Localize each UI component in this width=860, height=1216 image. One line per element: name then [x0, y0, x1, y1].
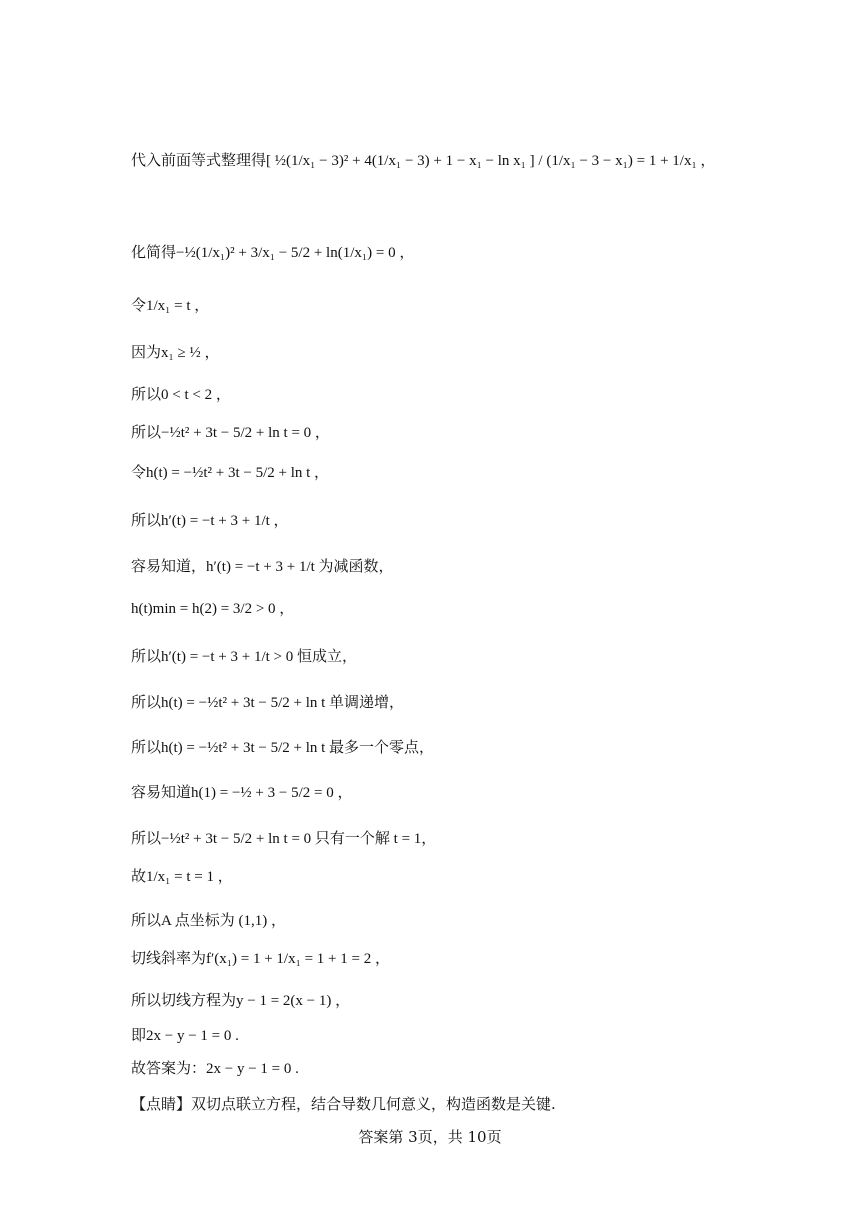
line-text: 令	[131, 463, 147, 481]
line-text: 即	[131, 1026, 147, 1044]
line-math: 2x − y − 1 = 0 .	[206, 1061, 299, 1077]
line-math: h(1) = −½ + 3 − 5/2 = 0 ，	[191, 785, 353, 801]
line-math: h(t) = −½t² + 3t − 5/2 + ln t ，	[146, 465, 330, 481]
line-math: h′(t) = −t + 3 + 1/t > 0 恒成立，	[161, 649, 358, 665]
line-math: h′(t) = −t + 3 + 1/t 为减函数，	[206, 559, 394, 575]
solution-line	[131, 598, 294, 619]
solution-line	[131, 242, 414, 263]
line-text: 所以	[131, 385, 162, 403]
solution-line	[131, 910, 286, 931]
line-math: 1/x₁ = t = 1 ，	[146, 869, 233, 885]
line-text: 容易知道	[131, 783, 192, 801]
line-math: 0 < t < 2 ，	[161, 387, 231, 403]
line-text: 令	[131, 296, 147, 314]
line-text: 切线斜率为	[131, 949, 207, 967]
line-text: 所以	[131, 738, 162, 756]
page-footer: 答案第 3页，共 10页	[358, 1128, 502, 1146]
line-math: h(t) = −½t² + 3t − 5/2 + ln t 单调递增，	[161, 695, 405, 711]
line-text: 所以切线方程为	[131, 991, 237, 1009]
line-math: h(t)min = h(2) = 3/2 > 0 ，	[131, 601, 295, 617]
line-math: f′(x₁) = 1 + 1/x₁ = 1 + 1 = 2 ，	[206, 951, 390, 967]
line-math: 1/x₁ = t ，	[146, 298, 210, 314]
solution-line	[131, 462, 329, 483]
line-math: y − 1 = 2(x − 1) ，	[236, 993, 351, 1009]
line-text: 【点睛】双切点联立方程，结合导数几何意义，构造函数是关键.	[131, 1095, 556, 1113]
line-text: 所以	[131, 829, 162, 847]
line-math: 2x − y − 1 = 0 .	[146, 1028, 239, 1044]
line-math: −½t² + 3t − 5/2 + ln t = 0 只有一个解 t = 1，	[161, 831, 437, 847]
solution-line	[131, 828, 436, 849]
solution-line	[131, 948, 390, 969]
solution-line	[131, 646, 357, 667]
line-text: 代入前面等式整理得	[131, 151, 267, 169]
solution-line	[131, 1025, 239, 1046]
line-text: 所以	[131, 511, 162, 529]
line-text: 容易知道，	[131, 557, 207, 575]
solution-line	[131, 295, 209, 316]
solution-line	[131, 556, 394, 577]
solution-line	[131, 866, 233, 887]
solution-line	[131, 692, 404, 713]
solution-line	[131, 1058, 299, 1079]
line-text: 故	[131, 867, 147, 885]
solution-line	[131, 150, 715, 171]
line-text: 所以	[131, 911, 162, 929]
line-text: 所以	[131, 423, 162, 441]
line-text: 因为	[131, 343, 162, 361]
line-math: h(t) = −½t² + 3t − 5/2 + ln t 最多一个零点，	[161, 740, 435, 756]
line-math: −½(1/x₁)² + 3/x₁ − 5/2 + ln(1/x₁) = 0 ，	[176, 245, 415, 261]
line-text: 所以	[131, 647, 162, 665]
line-math: h′(t) = −t + 3 + 1/t ，	[161, 513, 289, 529]
solution-line	[131, 990, 350, 1011]
solution-line	[131, 737, 434, 758]
solution-line	[131, 782, 352, 803]
line-text: 所以	[131, 693, 162, 711]
line-text: 故答案为：	[131, 1059, 207, 1077]
line-text: 化简得	[131, 243, 177, 261]
line-math: A 点坐标为 (1,1) ，	[161, 913, 287, 929]
line-math: x₁ ≥ ½ ，	[161, 345, 220, 361]
solution-line	[131, 342, 219, 363]
solution-line	[131, 1094, 556, 1115]
solution-line	[131, 422, 330, 443]
solution-line	[131, 510, 289, 531]
line-math: [ ½(1/x₁ − 3)² + 4(1/x₁ − 3) + 1 − x₁ − ln x₁ ] / (1/x₁ − 3 − x₁) = 1 + 1/x₁ ，	[266, 153, 716, 169]
solution-line	[131, 384, 231, 405]
line-math: −½t² + 3t − 5/2 + ln t = 0 ，	[161, 425, 330, 441]
